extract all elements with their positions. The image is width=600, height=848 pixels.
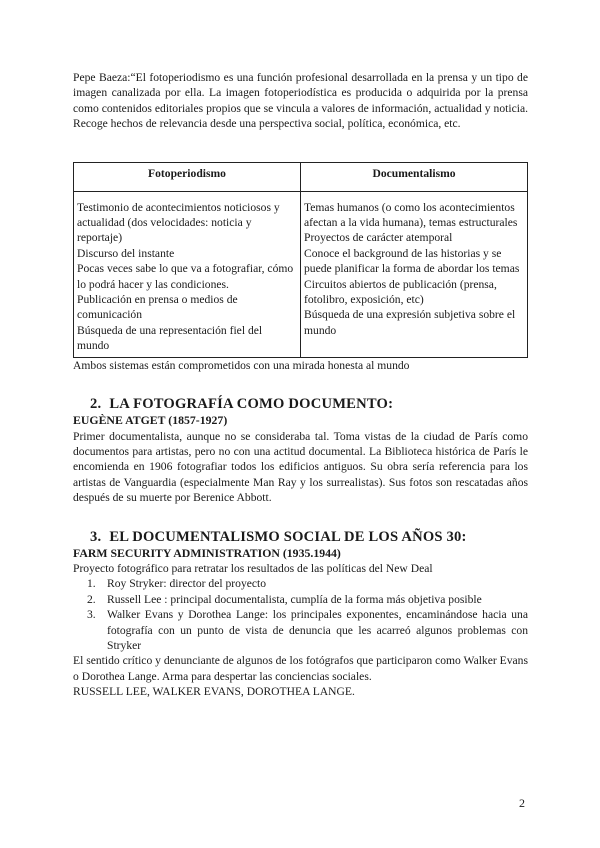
list-item: Discurso del instante xyxy=(77,246,175,260)
fsa-lead: Proyecto fotográfico para retratar los resultados de las políticas del New Deal xyxy=(73,561,433,575)
list-item xyxy=(87,576,528,591)
list-number: 2. xyxy=(87,592,96,606)
header-documentalismo: Documentalismo xyxy=(301,162,528,191)
list-item: Publicación en prensa o medios de comunicación xyxy=(77,293,238,322)
list-item: Conoce el background de las historias y se puede planificar la forma de abordar los temas xyxy=(304,246,520,276)
section-number: 3. xyxy=(90,528,102,545)
table-header-row xyxy=(74,162,528,191)
atget-paragraph: Primer documentalista, aunque no se consideraba tal. Toma vistas de la ciudad de París como documentos para artistas, pero no con una actitud documental. La Biblioteca histórica de París le encomienda en 1906 fotografiar todos los edificios antiguos. Su obra sería referencia para los artistas de Vanguardia (especialmente Man Ray y los surrealistas). Sus fotos son rescatadas años después de su muerte por Berenice Abbott. xyxy=(73,429,528,505)
section-title: LA FOTOGRAFÍA COMO DOCUMENTO: xyxy=(109,396,394,413)
photographer-names: RUSSELL LEE, WALKER EVANS, DOROTHEA LANGE. xyxy=(73,685,355,699)
list-item xyxy=(87,592,528,607)
list-item: Testimonio de acontecimientos noticiosos y actualidad (dos velocidades: noticia y reportaje) xyxy=(77,200,280,245)
page-number: 2 xyxy=(519,796,525,810)
list-item: Pocas veces sabe lo que va a fotografiar, cómo lo podrá hacer y las condiciones. xyxy=(77,262,294,291)
list-number: 1. xyxy=(87,577,96,591)
fsa-list xyxy=(73,576,528,653)
table-caption: Ambos sistemas están comprometidos con una mirada honesta al mundo xyxy=(73,358,410,372)
intro-paragraph: Pepe Baeza:“El fotoperiodismo es una función profesional desarrollada en la prensa y un tipo de imagen canalizada por ella. La imagen fotoperiodística es producida o adquirida por la prensa como contenidos editoriales propios que se vincula a valores de información, actualidad y noticia. Recoge hechos de relevancia desde una perspectiva social, política, económica, etc. xyxy=(73,71,528,131)
list-item: Búsqueda de una expresión subjetiva sobre el mundo xyxy=(304,308,516,337)
list-text: Roy Stryker: director del proyecto xyxy=(107,577,267,591)
fotoperiodismo-cell xyxy=(74,191,301,357)
comparison-table xyxy=(73,162,528,358)
closing-paragraph: El sentido crítico y denunciante de algunos de los fotógrafos que participaron como Walker Evans o Dorothea Lange. Arma para despertar las conciencias sociales. xyxy=(73,654,528,683)
list-text: Walker Evans y Dorothea Lange: los principales exponentes, encaminándose hacia una fotografía con un punto de vista de denuncia que les acarreó algunos problemas con Stryker xyxy=(107,608,528,652)
subheading-atget: EUGÈNE ATGET (1857-1927) xyxy=(73,413,228,428)
document-page xyxy=(73,70,528,700)
list-item: Temas humanos (o como los acontecimientos afectan a la vida humana), temas estructurales xyxy=(304,200,518,230)
section-heading-documento xyxy=(73,395,528,413)
header-fotoperiodismo: Fotoperiodismo xyxy=(74,162,301,191)
documentalismo-cell xyxy=(301,191,528,357)
list-item: Circuitos abiertos de publicación (prensa, fotolibro, exposición, etc) xyxy=(304,277,497,307)
list-item: Proyectos de carácter atemporal xyxy=(304,231,453,245)
list-item: Búsqueda de una representación fiel del mundo xyxy=(77,323,263,353)
subheading-fsa: FARM SECURITY ADMINISTRATION (1935.1944) xyxy=(73,545,341,560)
table-row xyxy=(74,191,528,357)
section-title: EL DOCUMENTALISMO SOCIAL DE LOS AÑOS 30: xyxy=(109,528,467,545)
list-number: 3. xyxy=(87,608,96,622)
list-item xyxy=(87,607,528,653)
section-heading-documentalismo-social xyxy=(73,528,528,546)
section-number: 2. xyxy=(90,396,102,413)
list-text: Russell Lee : principal documentalista, cumplía de la forma más objetiva posible xyxy=(107,592,482,606)
